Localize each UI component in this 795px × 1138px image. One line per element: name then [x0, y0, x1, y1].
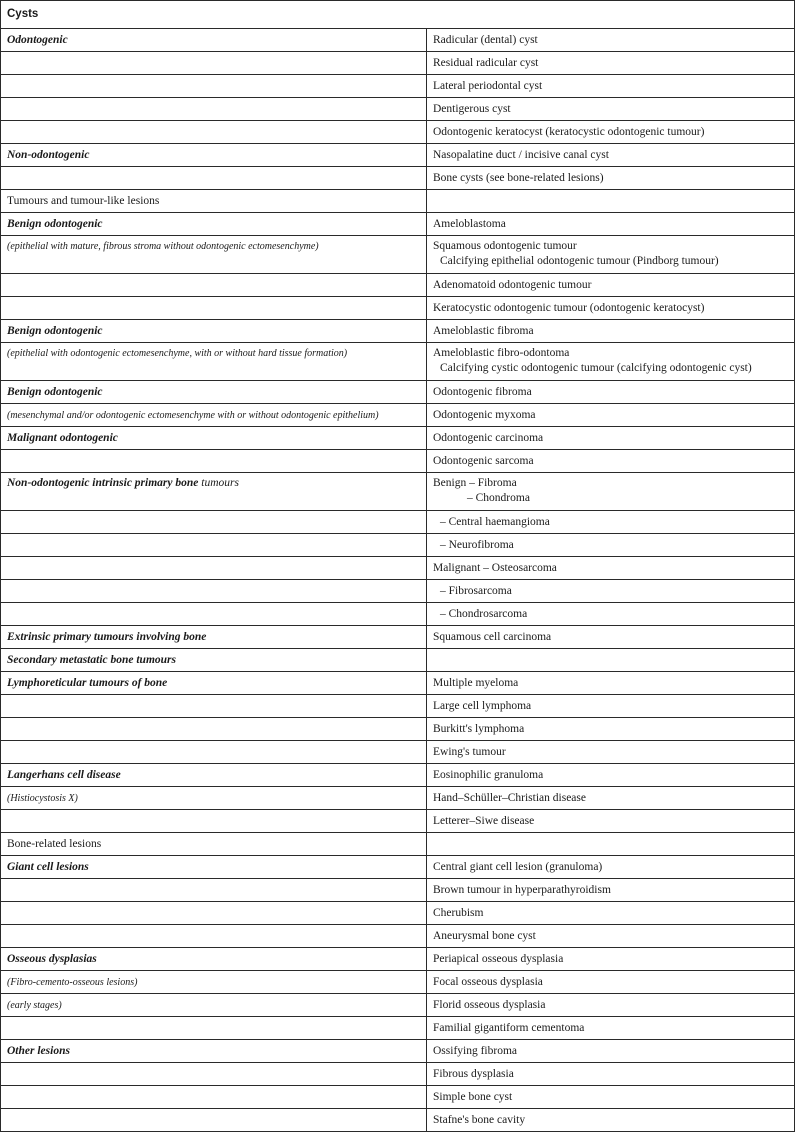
- table-row: [1, 213, 795, 236]
- lesion-name: Odontogenic fibroma: [427, 381, 795, 404]
- table-row: [1, 741, 795, 764]
- lesion-name: Bone cysts (see bone-related lesions): [427, 167, 795, 190]
- category-heading: Benign odontogenic: [1, 320, 427, 343]
- table-row: [1, 1017, 795, 1040]
- table-row: [1, 534, 795, 557]
- table-row: [1, 98, 795, 121]
- table-row: [1, 649, 795, 672]
- empty-cell: [1, 925, 427, 948]
- table-row: [1, 672, 795, 695]
- lesion-name: Ameloblastic fibroma: [427, 320, 795, 343]
- table-row: [1, 902, 795, 925]
- empty-cell: [1, 741, 427, 764]
- lesion-name: Ameloblastic fibro-odontoma: [433, 347, 570, 359]
- category-heading: Secondary metastatic bone tumours: [1, 649, 427, 672]
- lesion-name: – Chondroma: [467, 492, 530, 504]
- empty-cell: [1, 167, 427, 190]
- lesion-name: Odontogenic myxoma: [427, 404, 795, 427]
- section-heading: Tumours and tumour-like lesions: [1, 190, 427, 213]
- category-heading: Giant cell lesions: [1, 856, 427, 879]
- lesion-name: Central giant cell lesion (granuloma): [427, 856, 795, 879]
- lesion-name: Aneurysmal bone cyst: [427, 925, 795, 948]
- category-heading-suffix: tumours: [201, 477, 239, 489]
- empty-cell: [1, 297, 427, 320]
- lesion-name: Fibrous dysplasia: [427, 1063, 795, 1086]
- empty-cell: [1, 1109, 427, 1132]
- lesion-name-cell: [427, 511, 795, 534]
- category-note: (epithelial with mature, fibrous stroma without odontogenic ectomesenchyme): [1, 236, 427, 274]
- empty-cell: [1, 52, 427, 75]
- table-row: [1, 626, 795, 649]
- empty-cell: [1, 274, 427, 297]
- lesion-name: Nasopalatine duct / incisive canal cyst: [427, 144, 795, 167]
- category-heading: Malignant odontogenic: [1, 427, 427, 450]
- table-row: [1, 52, 795, 75]
- lesion-name: Large cell lymphoma: [427, 695, 795, 718]
- table-row: [1, 695, 795, 718]
- table-row: [1, 320, 795, 343]
- category-note: (early stages): [1, 994, 427, 1017]
- table-row: [1, 121, 795, 144]
- table-row: [1, 511, 795, 534]
- empty-cell: [1, 450, 427, 473]
- lesion-name: Ossifying fibroma: [427, 1040, 795, 1063]
- lesion-name-pair: [427, 473, 795, 511]
- lesion-name: Odontogenic sarcoma: [427, 450, 795, 473]
- lesion-name: Focal osseous dysplasia: [427, 971, 795, 994]
- lesion-name: Brown tumour in hyperparathyroidism: [427, 879, 795, 902]
- empty-cell: [1, 121, 427, 144]
- empty-cell: [1, 534, 427, 557]
- lesion-name: Cherubism: [427, 902, 795, 925]
- category-heading: Other lesions: [1, 1040, 427, 1063]
- table-row: [1, 190, 795, 213]
- lesion-name: Keratocystic odontogenic tumour (odontogenic keratocyst): [427, 297, 795, 320]
- table-row: [1, 879, 795, 902]
- empty-cell: [1, 557, 427, 580]
- lesion-name: Letterer–Siwe disease: [427, 810, 795, 833]
- empty-cell: [1, 580, 427, 603]
- table-row: [1, 450, 795, 473]
- empty-cell: [427, 190, 795, 213]
- lesion-name: Calcifying cystic odontogenic tumour (calcifying odontogenic cyst): [440, 362, 752, 374]
- table-row: [1, 925, 795, 948]
- table-row: [1, 856, 795, 879]
- table-row: [1, 557, 795, 580]
- table-row: [1, 274, 795, 297]
- lesion-name: Adenomatoid odontogenic tumour: [427, 274, 795, 297]
- lesion-name-cell: [427, 580, 795, 603]
- category-heading: Benign odontogenic: [1, 213, 427, 236]
- table-row: [1, 297, 795, 320]
- lesion-name-cell: [427, 603, 795, 626]
- table-row: [1, 971, 795, 994]
- lesion-name: Eosinophilic granuloma: [427, 764, 795, 787]
- category-note: (Fibro-cemento-osseous lesions): [1, 971, 427, 994]
- lesion-name: – Central haemangioma: [440, 515, 550, 528]
- table-row: [1, 75, 795, 98]
- table-row: [1, 810, 795, 833]
- category-heading: Extrinsic primary tumours involving bone: [1, 626, 427, 649]
- lesion-name: Ameloblastoma: [427, 213, 795, 236]
- lesion-name: – Chondrosarcoma: [440, 607, 528, 620]
- empty-cell: [1, 1086, 427, 1109]
- lesion-name: Periapical osseous dysplasia: [427, 948, 795, 971]
- lesion-name: Odontogenic carcinoma: [427, 427, 795, 450]
- empty-cell: [1, 1063, 427, 1086]
- empty-cell: [427, 833, 795, 856]
- lesion-name: Familial gigantiform cementoma: [427, 1017, 795, 1040]
- table-row: [1, 473, 795, 511]
- table-row: [1, 1086, 795, 1109]
- table-row: [1, 764, 795, 787]
- category-note: (epithelial with odontogenic ectomesenchyme, with or without hard tissue formation): [1, 343, 427, 381]
- table-title-row: [1, 1, 795, 29]
- lesion-name: Squamous odontogenic tumour: [433, 240, 577, 252]
- empty-cell: [427, 649, 795, 672]
- table-row: [1, 833, 795, 856]
- lesion-name: Odontogenic keratocyst (keratocystic odontogenic tumour): [427, 121, 795, 144]
- table-row: [1, 580, 795, 603]
- lesion-name: Ewing's tumour: [427, 741, 795, 764]
- empty-cell: [1, 511, 427, 534]
- lesion-name: Dentigerous cyst: [427, 98, 795, 121]
- table-row: [1, 427, 795, 450]
- lesion-name: Radicular (dental) cyst: [427, 29, 795, 52]
- lesion-name-cell: [427, 534, 795, 557]
- lesion-name: Multiple myeloma: [427, 672, 795, 695]
- lesion-name: Simple bone cyst: [427, 1086, 795, 1109]
- category-heading: Non-odontogenic: [1, 144, 427, 167]
- section-heading: Bone-related lesions: [1, 833, 427, 856]
- empty-cell: [1, 695, 427, 718]
- category-heading-cell: [1, 473, 427, 511]
- empty-cell: [1, 810, 427, 833]
- table-row: [1, 343, 795, 381]
- category-heading: Non-odontogenic intrinsic primary bone: [7, 477, 199, 489]
- lesion-name: Florid osseous dysplasia: [427, 994, 795, 1017]
- lesion-name: Squamous cell carcinoma: [427, 626, 795, 649]
- table-row: [1, 381, 795, 404]
- table-row: [1, 1109, 795, 1132]
- table-row: [1, 787, 795, 810]
- empty-cell: [1, 603, 427, 626]
- empty-cell: [1, 902, 427, 925]
- lesion-name: Residual radicular cyst: [427, 52, 795, 75]
- category-heading: Benign odontogenic: [1, 381, 427, 404]
- table-row: [1, 144, 795, 167]
- table-row: [1, 994, 795, 1017]
- lesion-name: Malignant – Osteosarcoma: [427, 557, 795, 580]
- table-row: [1, 404, 795, 427]
- category-heading: Odontogenic: [1, 29, 427, 52]
- table-row: [1, 948, 795, 971]
- empty-cell: [1, 718, 427, 741]
- lesion-name: Benign – Fibroma: [433, 477, 517, 489]
- lesion-name: – Fibrosarcoma: [440, 584, 512, 597]
- table-row: [1, 167, 795, 190]
- empty-cell: [1, 75, 427, 98]
- lesion-name: Stafne's bone cavity: [427, 1109, 795, 1132]
- category-heading: Osseous dysplasias: [1, 948, 427, 971]
- table-row: [1, 1040, 795, 1063]
- empty-cell: [1, 879, 427, 902]
- category-note: (mesenchymal and/or odontogenic ectomesenchyme with or without odontogenic epithelium): [1, 404, 427, 427]
- category-note: (Histiocystosis X): [1, 787, 427, 810]
- lesion-name: Calcifying epithelial odontogenic tumour (Pindborg tumour): [440, 255, 719, 267]
- lesion-name-pair: [427, 343, 795, 381]
- lesion-name: – Neurofibroma: [440, 538, 514, 551]
- table-row: [1, 603, 795, 626]
- category-heading: Langerhans cell disease: [1, 764, 427, 787]
- category-heading: Lymphoreticular tumours of bone: [1, 672, 427, 695]
- table-title: Cysts: [1, 1, 795, 29]
- table-row: [1, 718, 795, 741]
- lesion-name-pair: [427, 236, 795, 274]
- table-row: [1, 236, 795, 274]
- empty-cell: [1, 1017, 427, 1040]
- table-row: [1, 1063, 795, 1086]
- lesion-name: Burkitt's lymphoma: [427, 718, 795, 741]
- empty-cell: [1, 98, 427, 121]
- table-row: [1, 29, 795, 52]
- lesion-name: Hand–Schüller–Christian disease: [427, 787, 795, 810]
- lesion-name: Lateral periodontal cyst: [427, 75, 795, 98]
